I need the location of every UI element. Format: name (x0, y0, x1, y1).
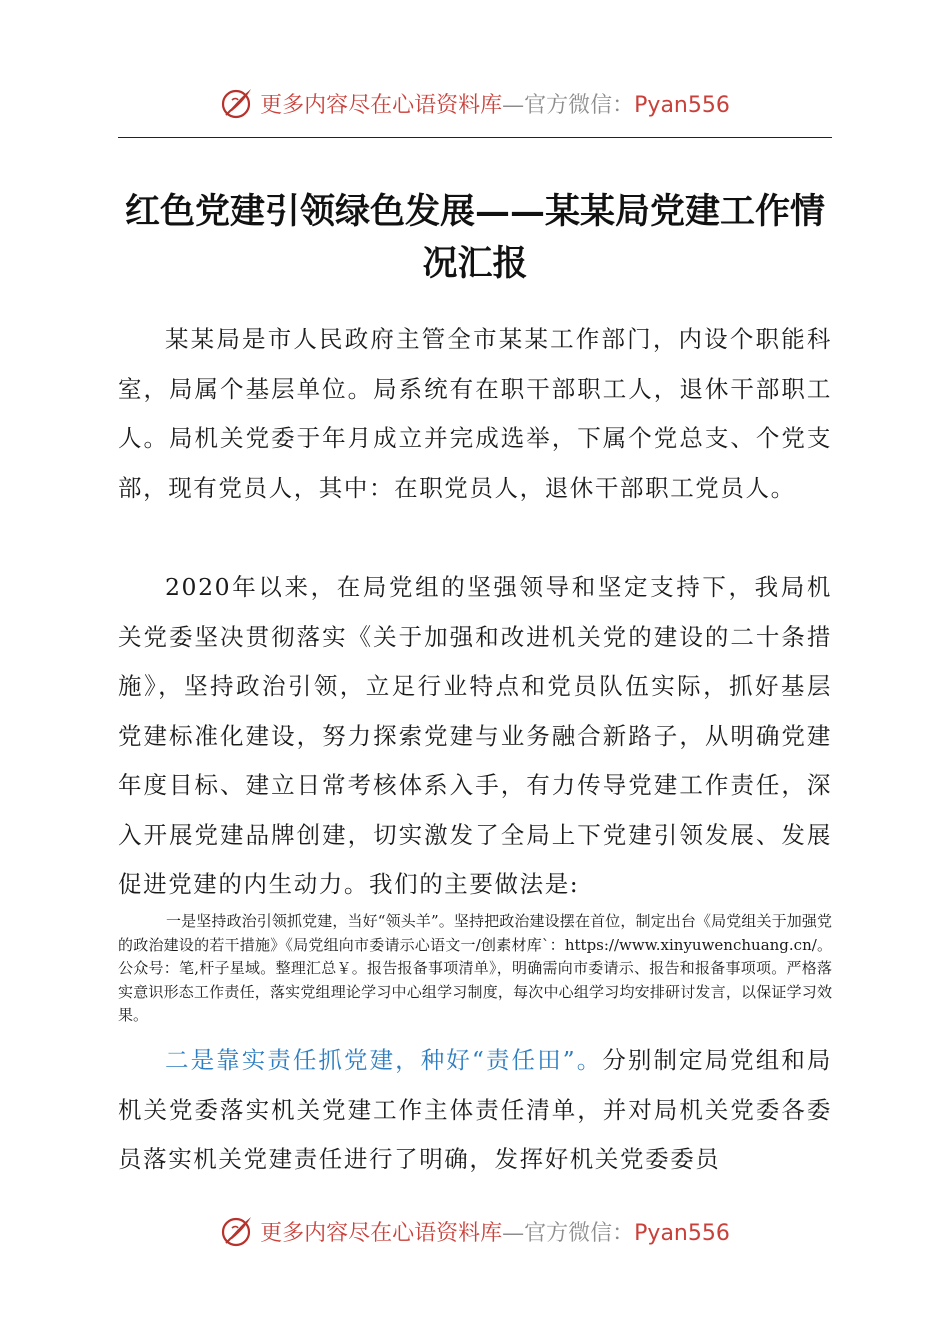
title-line-2: 况汇报 (422, 243, 528, 284)
quill-pen-logo-icon (220, 1214, 254, 1248)
paragraph-intro: 某某局是市人民政府主管全市某某工作部门，内设个职能科室，局属个基层单位。局系统有在职干部职工人，退休干部职工人。局机关党委于年月成立并完成选举，下属个党总支、个党支部，现有党员人，其中：在职党员人，退休干部职工党员人。 (118, 325, 832, 502)
footer-banner-text (260, 1216, 730, 1247)
point-two-body: 分别制定局党组和局机关党委落实机关党建工作主体责任清单，并对局机关党委各委员落实机关党建责任进行了明确，发挥好机关党委委员 (118, 1046, 833, 1173)
header-banner-label: —官方微信： (502, 92, 635, 118)
footer-banner-title: 更多内容尽在心语资料库 (260, 1220, 503, 1246)
header-banner-title: 更多内容尽在心语资料库 (260, 92, 503, 118)
header-wechat-id: Pyan556 (634, 92, 730, 118)
paragraph-point-two (118, 1036, 832, 1185)
paragraph-overview: 2020年以来，在局党组的坚强领导和坚定支持下，我局机关党委坚决贯彻落实《关于加强和改进机关党的建设的二十条措施》，坚持政治引领，立足行业特点和党员队伍实际，抓好基层党建标准化建设，努力探索党建与业务融合新路子，从明确党建年度目标、建立日常考核体系入手，有力传导党建工作责任，深入开展党建品牌创建，切实激发了全局上下党建引领发展、发展促进党建的内生动力。我们的主要做法是: (118, 573, 832, 898)
title-line-1: 红色党建引领绿色发展——某某局党建工作情 (124, 191, 825, 232)
footer-wechat-id: Pyan556 (634, 1220, 730, 1246)
footer-banner (0, 1208, 950, 1254)
point-two-heading: 二是靠实责任抓党建，种好“责任田”。 (165, 1046, 603, 1074)
header-rule (118, 137, 832, 138)
header-banner (0, 80, 950, 126)
document-title (118, 186, 832, 290)
quill-pen-logo-icon (220, 86, 254, 120)
paragraph-point-one: 一是坚持政治引领抓党建，当好“领头羊”。坚持把政治建设摆在首位，制定出台《局党组关于加强党的政治建设的若干措施》《局党组向市委请示心语文一/创素材库`：https://www.xinyuwenchuang.cn/。公众号：笔,杆子星域。整理汇总￥。报告报备事项清单》，明确需向市委请示、报告和报备事项项。严格落实意识形态工作责任，落实党组理论学习中心组学习制度，每次中心组学习均安排研讨发言，以保证学习效果。 (118, 912, 832, 1024)
header-banner-text (260, 88, 730, 119)
footer-banner-label: —官方微信： (502, 1220, 635, 1246)
